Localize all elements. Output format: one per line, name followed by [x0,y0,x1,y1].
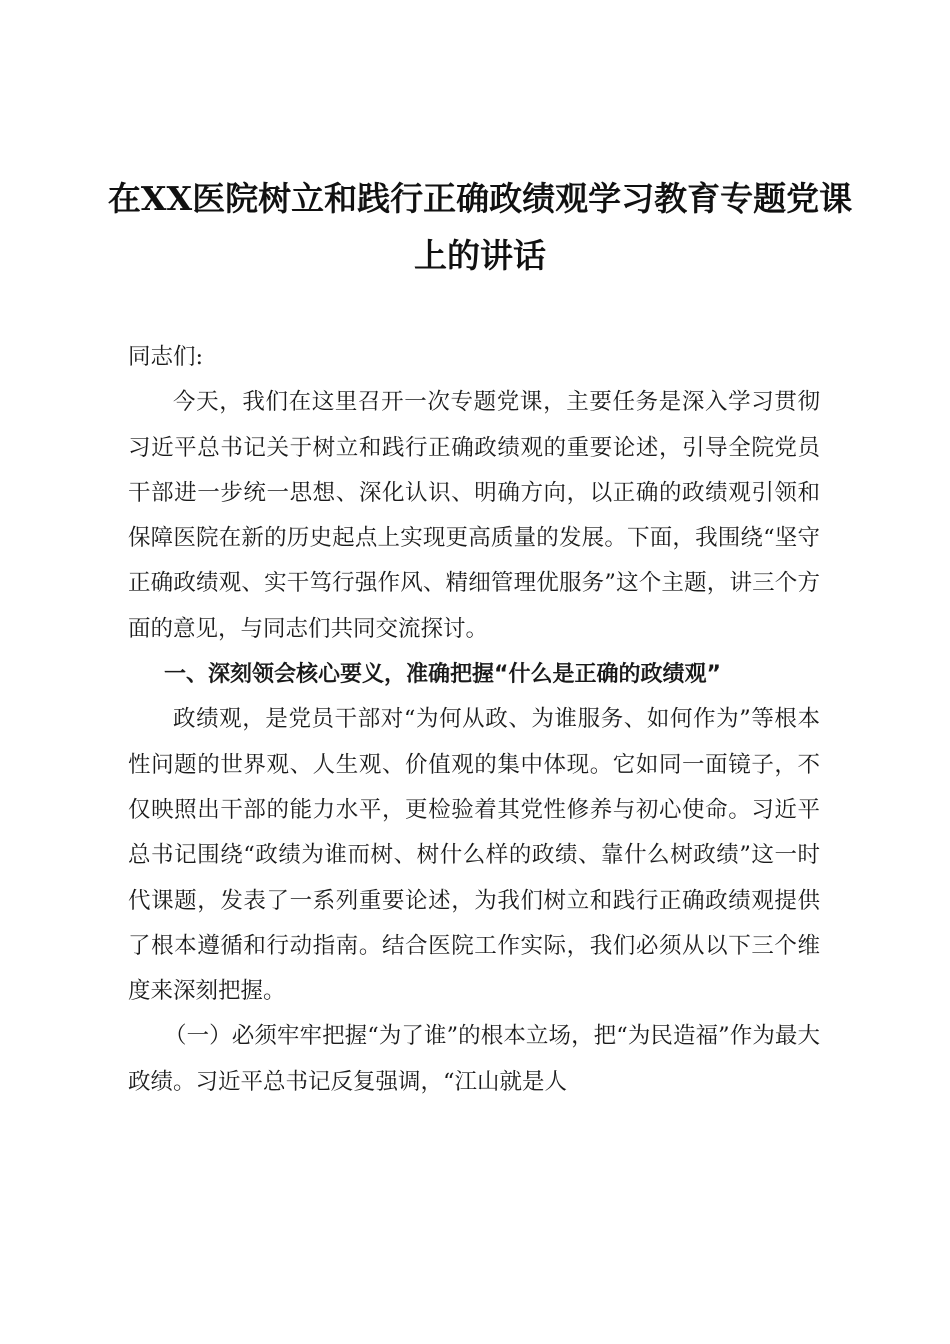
section-1-paragraph: 政绩观，是党员干部对“为何从政、为谁服务、如何作为”等根本性问题的世界观、人生观、价值观的集中体现。它如同一面镜子，不仅映照出干部的能力水平，更检验着其党性修养与初心使命。习近平总书记围绕“政绩为谁而树、树什么样的政绩、靠什么树政绩”这一时代课题，发表了一系列重要论述，为我们树立和践行正确政绩观提供了根本遵循和行动指南。结合医院工作实际，我们必须从以下三个维度来深刻把握。 [128,706,820,1005]
document-title: 在XX医院树立和践行正确政绩观学习教育专题党课上的讲话 [107,179,853,275]
intro-paragraph: 今天，我们在这里召开一次专题党课，主要任务是深入学习贯彻习近平总书记关于树立和践行正确政绩观的重要论述，引导全院党员干部进一步统一思想、深化认识、明确方向，以正确的政绩观引领和保障医院在新的历史起点上实现更高质量的发展。下面，我围绕“坚守正确政绩观、实干笃行强作风、精细管理优服务”这个主题，讲三个方面的意见，与同志们共同交流探讨。 [128,389,820,642]
section-heading-1: 一、深刻领会核心要义，准确把握“什么是正确的政绩观” [164,662,721,688]
subsection-1-paragraph: （一）必须牢牢把握“为了谁”的根本立场，把“为民造福”作为最大政绩。习近平总书记反复强调，“江山就是人 [128,1023,820,1095]
salutation: 同志们: [128,344,204,370]
document-body [128,335,820,1105]
